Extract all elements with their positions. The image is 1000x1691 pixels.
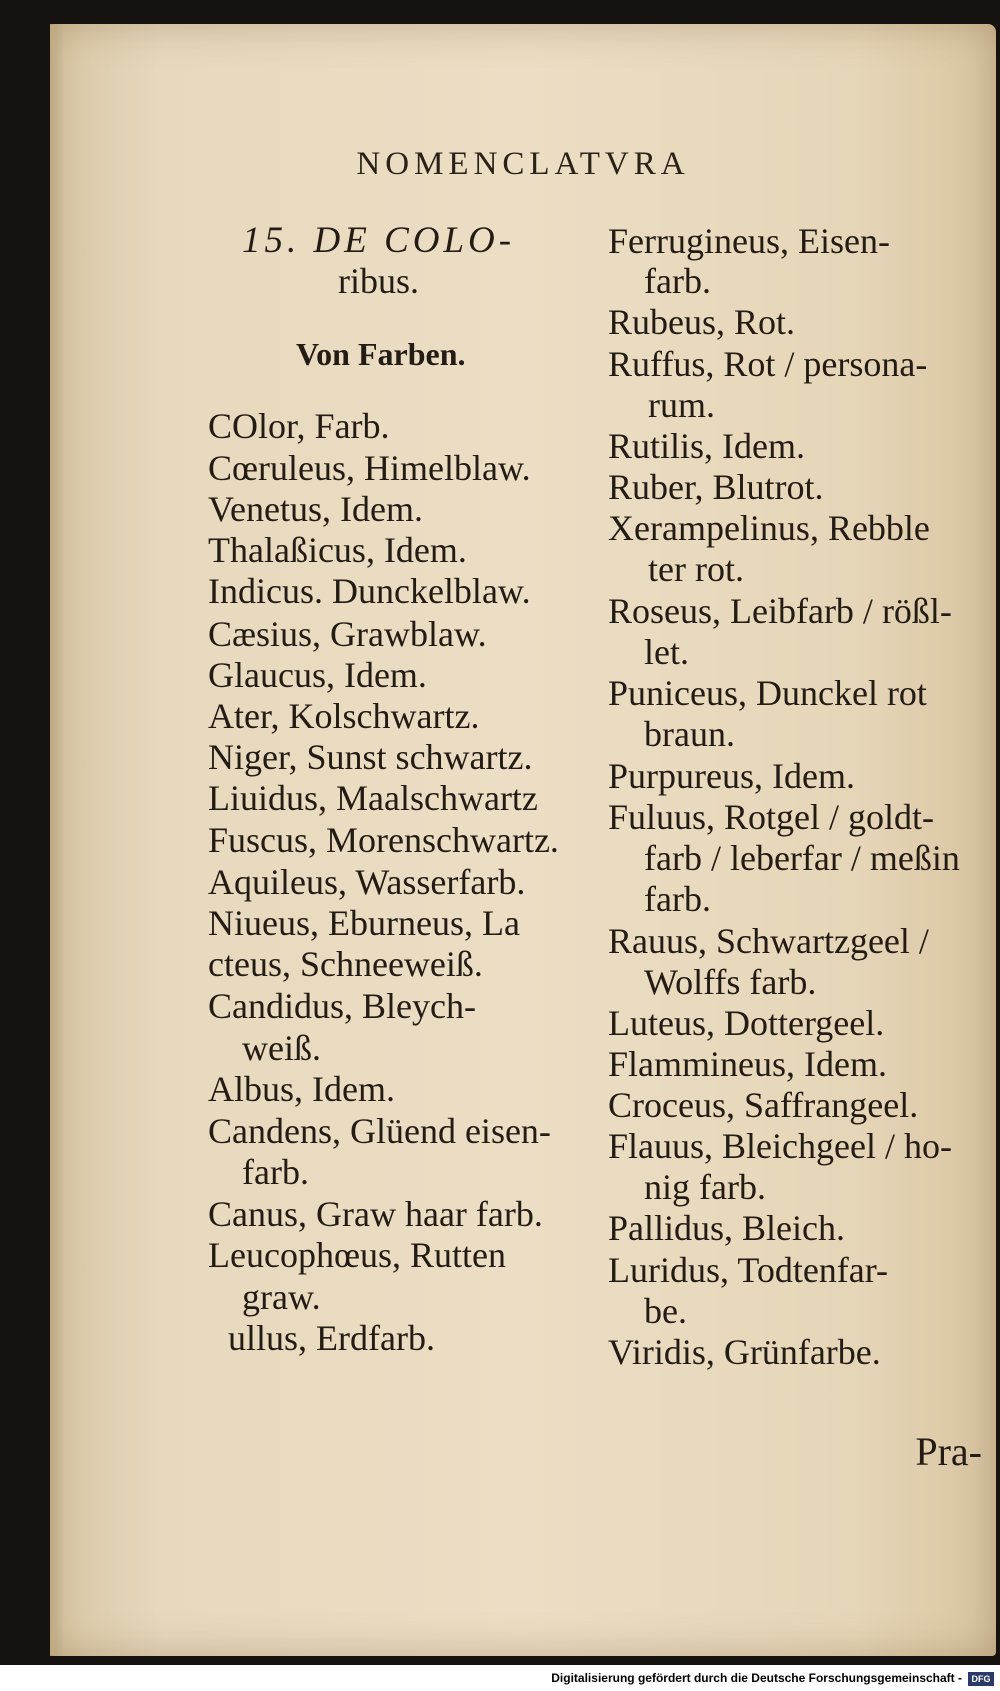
left-entry: cteus, Schneeweiß. bbox=[208, 944, 483, 984]
right-entry: Viridis, Grünfarbe. bbox=[608, 1332, 881, 1372]
left-entry: Niger, Sunst schwartz. bbox=[208, 737, 533, 777]
right-entry: Rauus, Schwartzgeel / bbox=[608, 921, 929, 961]
right-entry: Ruffus, Rot / persona- bbox=[608, 344, 928, 384]
footer-bar bbox=[0, 1665, 1000, 1691]
left-entry: Cæsius, Grawblaw. bbox=[208, 614, 487, 654]
right-entry: Roseus, Leibfarb / rößl- bbox=[608, 591, 952, 631]
right-entry: Puniceus, Dunckel rot bbox=[608, 673, 927, 713]
right-entry: ter rot. bbox=[648, 549, 744, 589]
left-entry: farb. bbox=[242, 1152, 309, 1192]
left-entry: ullus, Erdfarb. bbox=[228, 1318, 435, 1358]
left-entry: Leucophœus, Rutten bbox=[208, 1235, 506, 1275]
left-entry: Candens, Glüend eisen- bbox=[208, 1111, 551, 1151]
right-entry: farb. bbox=[644, 261, 711, 301]
footer-text: Digitalisierung gefördert durch die Deutsche Forschungsgemeinschaft - bbox=[551, 1671, 962, 1685]
left-entry: Aquileus, Wasserfarb. bbox=[208, 862, 526, 902]
right-entry: Purpureus, Idem. bbox=[608, 756, 855, 796]
left-entry: ribus. bbox=[338, 261, 419, 301]
right-entry: let. bbox=[644, 632, 689, 672]
right-entry: Xerampelinus, Rebble bbox=[608, 508, 930, 548]
right-entry: farb / leberfar / meßin bbox=[644, 838, 960, 878]
dfg-logo-icon: DFG bbox=[968, 1672, 994, 1686]
left-entry: Niueus, Eburneus, La bbox=[208, 903, 520, 943]
left-entry: Venetus, Idem. bbox=[208, 489, 423, 529]
right-entry: Flauus, Bleichgeel / ho- bbox=[608, 1126, 952, 1166]
left-entry: Thalaßicus, Idem. bbox=[208, 530, 467, 570]
right-entry: Ferrugineus, Eisen- bbox=[608, 221, 890, 261]
right-entry: nig farb. bbox=[644, 1167, 766, 1207]
right-entry: rum. bbox=[648, 385, 715, 425]
left-entry: Liuidus, Maalschwartz bbox=[208, 778, 538, 818]
right-entry: Rubeus, Rot. bbox=[608, 302, 796, 342]
left-entry: Candidus, Bleych- bbox=[208, 986, 476, 1026]
right-entry: braun. bbox=[644, 714, 735, 754]
left-entry: Canus, Graw haar farb. bbox=[208, 1194, 543, 1234]
left-entry: graw. bbox=[242, 1277, 321, 1317]
left-entry: Ater, Kolschwartz. bbox=[208, 696, 480, 736]
right-entry: Flammineus, Idem. bbox=[608, 1044, 887, 1084]
left-entry: Fuscus, Morenschwartz. bbox=[208, 820, 559, 860]
right-entry: farb. bbox=[644, 879, 711, 919]
running-header: NOMENCLATVRA bbox=[356, 146, 690, 182]
catchword: Pra- bbox=[915, 1429, 982, 1474]
left-entry: Von Farben. bbox=[296, 336, 466, 372]
page-edge bbox=[50, 24, 64, 1656]
left-entry: COlor, Farb. bbox=[208, 406, 390, 446]
left-entry: Cœruleus, Himelblaw. bbox=[208, 448, 531, 488]
right-entry: Fuluus, Rotgel / goldt- bbox=[608, 797, 935, 837]
right-entry: Rutilis, Idem. bbox=[608, 426, 805, 466]
left-entry: Glaucus, Idem. bbox=[208, 655, 427, 695]
left-entry: Albus, Idem. bbox=[208, 1069, 395, 1109]
right-entry: Pallidus, Bleich. bbox=[608, 1208, 845, 1248]
right-entry: Luteus, Dottergeel. bbox=[608, 1003, 885, 1043]
left-entry: Indicus. Dunckelblaw. bbox=[208, 571, 531, 611]
book-page bbox=[50, 24, 996, 1656]
right-entry: Ruber, Blutrot. bbox=[608, 467, 824, 507]
right-entry: Croceus, Saffrangeel. bbox=[608, 1085, 919, 1125]
left-entry: weiß. bbox=[242, 1028, 321, 1068]
right-entry: Wolffs farb. bbox=[644, 962, 817, 1002]
left-entry: 15. DE COLO- bbox=[242, 220, 516, 261]
right-entry: Luridus, Todtenfar- bbox=[608, 1250, 889, 1290]
right-entry: be. bbox=[644, 1291, 687, 1331]
